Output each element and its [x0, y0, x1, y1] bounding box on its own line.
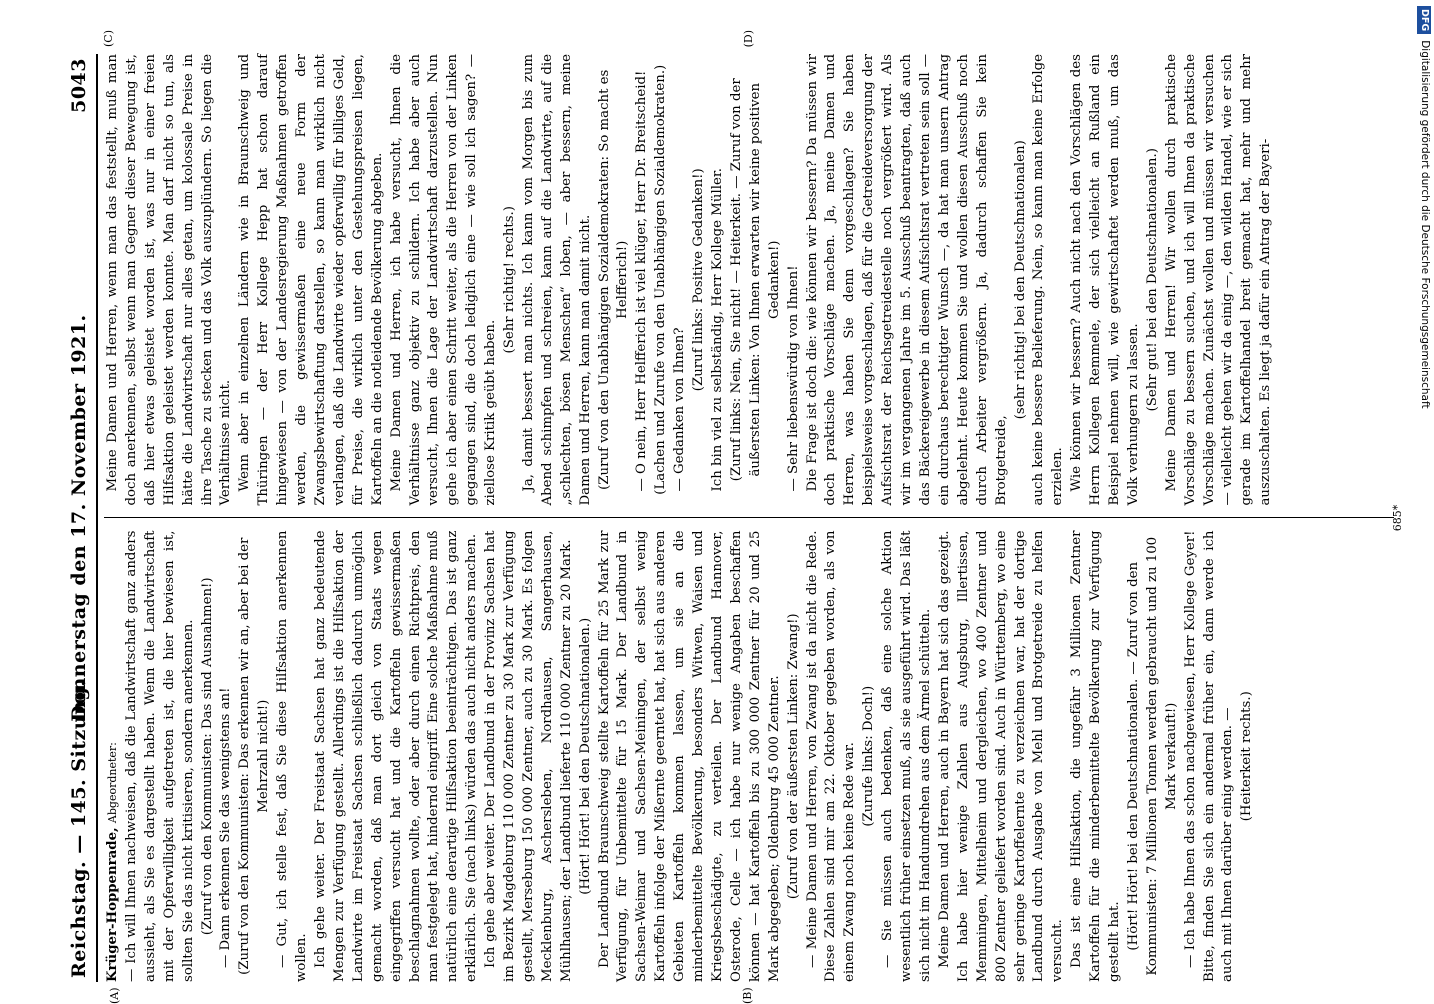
interjection: (Sehr gut! bei den Deutschnationalen.) — [1144, 148, 1160, 412]
interjection: (Sehr richtig! rechts.) — [502, 206, 518, 354]
speaker-role: Abgeordneter: — [106, 742, 119, 824]
paragraph: Meine Damen und Herren, ich habe versucht, Ihnen die Verhältnisse ganz objektiv zu schildern. Ich habe aber auch versucht, Ihnen die Lage der Landwirtschaft darzustellen. Nun gehe ich aber einen Schritt weiter, als die Herren von der Linken gegangen sind, die doch lediglich eine — wie soll ich sagen? — ziellose Kritik geübt haben. — [388, 54, 499, 506]
digitization-note-text — [1418, 6, 1432, 986]
paragraph: — Dann erkennen Sie das wenigstens an! — [218, 687, 234, 968]
interjection: (sehr richtig! bei den Deutschnationalen) — [1012, 140, 1028, 420]
paragraph: Meine Damen und Herren! Wir wollen durch praktische Vorschläge zu bessern suchen, und ich will Ihnen da praktische Vorschläge machen. Zunächst wollen und müssen wir versuchen — vielleicht gehen wir da einig —, den wilden Handel, wie er sich gerade im Kartoffelhandel breit gemacht hat, mehr und mehr auszuschalten. Es liegt ja dafür ein Antrag der Bayeri- — [1163, 54, 1274, 506]
paragraph: — Meine Damen und Herren, von Zwang ist da nicht die Rede. Diese Zahlen sind mir am 22. Oktober gegeben worden, als von einem Zwang noch keine Rede war. — [804, 530, 858, 982]
header-date: Donnerstag den 17. November 1921. — [68, 314, 90, 722]
margin-marker-d: (D) — [742, 30, 755, 48]
paragraph: Wenn aber in einzelnen Ländern wie in Braunschweig und Thüringen — der Herr Kollege Hepp hat schon darauf hingewiesen — von der Landesregierung Maßnahmen getroffen werden, die gewissermaßen eine neue Form der Zwangsbewirtschaftung darstellen, so kann man wirklich nicht verlangen, daß die Landwirte wieder opferwillig für billiges Geld, für Preise, die wirklich unter den Gestehungspreisen liegen, Kartoffeln an die notleidende Bevölkerung abgeben. — [237, 54, 385, 506]
text-columns — [104, 54, 1394, 1004]
interjection: (Zuruf von den Kommunisten: Das erkennen wir an, aber bei der Mehrzahl nicht!) — [237, 537, 272, 975]
paragraph: Meine Damen und Herren, wenn man das feststellt, muß man doch anerkennen, selbst wenn man Gegner dieser Bewegung ist, daß hier etwas geleistet worden ist, was nur in einer freien Hilfsaktion geleistet werden konnte. Man darf nicht so tun, als hätte die Landwirtschaft nur alles getan, um kolossale Preise in ihre Tasche zu stecken und das Volk auszuplündern. So liegen die Verhältnisse nicht. — [105, 54, 234, 506]
interjection: (Zuruf von den Unabhängigen Sozialdemokraten: So macht es Helfferich!) — [596, 69, 631, 490]
interjection: (Hört! Hört! bei den Deutschnationalen. — Zuruf von den Kommunisten: 7 Millionen Tonnen werden gebraucht und zu 100 Mark verkauft!) — [1125, 536, 1179, 976]
paragraph: Ich gehe aber weiter. Der Landbund in der Provinz Sachsen hat im Bezirk Magdeburg 110 000 Zentner zu 30 Mark zur Verfügung gestellt, Merseburg 150 000 Zentner, auch zu 30 Mark. Es folgen Mecklenburg, Aschersleben, Nordhausen, Sangerhausen, Mühlhausen; der Landbund lieferte 110 000 Zentner zu 20 Mark. — [483, 530, 574, 982]
paragraph: — Gut, ich stelle fest, daß Sie diese Hilfsaktion anerkennen wollen. — [275, 530, 310, 982]
speaker-line — [104, 531, 123, 983]
paragraph: Ja, damit bessert man nichts. Ich kann vom Morgen bis zum Abend schimpfen und schreien, kann auf die Landwirte, auf die „schlechten, bösen Menschen“ loben, — aber bessern, meine Damen und Herren, kann man damit nicht. — [520, 54, 593, 506]
paragraph: Wie können wir bessern? Auch nicht nach den Vorschlägen des Herrn Kollegen Remmele, der sich vielleicht an Rußland ein Beispiel nehmen will, wie gewirtschaftet werden muß, um das Volk verhungern zu lassen. — [1069, 54, 1141, 506]
interjection: (Zuruf von den Kommunisten: Das sind Ausnahmen!) — [199, 577, 215, 936]
paragraph: — Sie müssen auch bedenken, daß eine solche Aktion wesentlich früher einsetzen muß, als sie ausgeführt wird. Das läßt sich nicht im Handumdrehen aus dem Ärmel schütteln. — [880, 530, 933, 982]
column-left — [104, 519, 1394, 1004]
interjection: (Heiterkeit rechts.) — [1239, 691, 1255, 822]
margin-marker-a: (A) — [108, 987, 121, 1004]
interjection: (Hört! Hört! bei den Deutschnationalen.) — [577, 617, 593, 895]
paragraph: — Ich will Ihnen nachweisen, daß die Landwirtschaft ganz anders aussieht, als Sie es dargestellt haben. Wenn die Landwirtschaft mit der Opferwilligkeit aufgetreten ist, die hier bewiesen ist, sollten Sie das nicht kritisieren, sondern anerkennen. — [123, 530, 196, 982]
paragraph: — Sehr liebenswürdig von Ihnen! — [785, 265, 801, 492]
paragraph: — Gedanken von Ihnen? — [672, 327, 688, 492]
margin-marker-c: (C) — [102, 30, 115, 47]
paragraph: Ich gehe weiter. Der Freistaat Sachsen hat ganz bedeutende Mengen zur Verfügung gestellt. Allerdings ist die Hilfsaktion der Landwirte im Freistaat Sachsen schließlich dadurch unmöglich gemacht worden, daß man dort gleich von Staats wegen eingegriffen versucht hat und die Kartoffeln gewissermaßen beschlagnahmen wollte, oder aber durch einen Richtpreis, den man festgelegt hat, hindernd eingriff. Eine solche Maßnahme muß natürlich eine derartige Hilfsaktion beeinträchtigen. Das ist ganz erklärlich. Sie (nach links) würden das auch nicht anders machen. — [312, 530, 480, 982]
digitization-credit: Digitalisierung gefördert durch die Deutsche Forschungsgemeinschaft — [1419, 40, 1431, 409]
dfg-logo: DFG — [1417, 6, 1431, 34]
interjection: (Zurufe links: Doch!) — [861, 685, 877, 827]
footer-page-number: 685* — [1391, 504, 1404, 532]
paragraph: Das ist eine Hilfsaktion, die ungefähr 3 Millionen Zentner Kartoffeln für die minderbemittelte Bevölkerung zur Verfügung gestellt hat. — [1069, 530, 1123, 982]
margin-marker-b: (B) — [741, 987, 754, 1004]
paragraph: Ich bin viel zu selbständig, Herr Kollege Müller. — [710, 168, 725, 492]
paragraph: Die Frage ist doch die: wie können wir bessern? Da müssen wir doch praktische Vorschläge machen. Ja, meine Damen und Herren, was haben Sie denn vorgeschlagen? Sie haben beispielsweise vorgeschlagen, daß für die Getreideversorgung der Aufsichtsrat der Reichsgetreidestelle noch vergrößert wird. Als wir im vergangenen Jahre im 5. Ausschuß beantragten, daß auch das Bäckereigewerbe in diesem Aufsichtsrat vertreten sein soll — ein durchaus berechtigter Wunsch —, da hat man unsern Antrag abgelehnt. Heute kommen Sie und wollen diesen Ausschuß noch durch Arbeiter vergrößern. Ja, dadurch schaffen Sie kein Brotgetreide, — [804, 54, 1009, 506]
paragraph: — O nein, Herr Helfferich ist viel klüger, Herr Dr. Breitscheid! — [634, 70, 650, 492]
digitization-note — [1418, 6, 1432, 996]
paragraph: — Ich habe Ihnen das schon nachgewiesen, Herr Kollege Geyer! Bitte, finden Sie sich ein andermal früher ein, dann werde ich auch mit Ihnen darüber einig werden. — — [1182, 530, 1236, 982]
interjection: (Lachen und Zurufe von den Unabhängigen Sozialdemokraten.) — [653, 64, 669, 495]
paragraph: Der Landbund Braunschweig stellte Kartoffeln für 25 Mark zur Verfügung, für Unbemittelte für 15 Mark. Der Landbund in Sachsen-Weimar und Sachsen-Meiningen, der selbst wenig Kartoffeln infolge der Mißernte geerntet hat, hat sich aus anderen Gebieten Kartoffeln kommen lassen, um sie an die minderbemittelte Bevölkerung, besonders Witwen, Waisen und Kriegsbeschädigte, zu verteilen. Der Landbund Hannover, Osterode, Celle — ich habe nur wenige Angaben beschaffen können — hat Kartoffeln bis zu 300 000 Zentner für 20 und 25 Mark abgegeben; Oldenburg 45 000 Zentner. — [596, 530, 782, 982]
interjection: (Zuruf links: Positive Gedanken!) — [691, 168, 707, 392]
running-header — [62, 54, 98, 982]
interjection: (Zuruf links: Nein, Sie nicht! — Heiterkeit. — Zuruf von der äußersten Linken: Von Ihnen erwarten wir keine positiven Gedanken!) — [728, 78, 782, 482]
interjection: (Zuruf von der äußersten Linken: Zwang!) — [785, 613, 801, 900]
speaker-name: Krüger-Hoppenrade, — [105, 827, 120, 982]
paragraph: Meine Damen und Herren, auch in Bayern hat sich das gezeigt. Ich habe hier wenige Zahlen aus Augsburg, Illertissen, Memmingen, Mittelheim und dergleichen, wo 400 Zentner und 800 Zentner geliefert worden sind. Auch in Württemberg, wo eine sehr geringe Kartoffelernte zu verzeichnen war, hat der dortige Landbund durch Ausgabe von Mehl und Brotgetreide zu helfen versucht. — [936, 530, 1066, 982]
header-left: Reichstag. — 145. Sitzung. — [68, 679, 90, 978]
column-right — [104, 54, 1394, 518]
rotated-page — [62, 30, 1404, 1004]
paragraph: auch keine bessere Belieferung. Nein, so kann man keine Erfolge erzielen. — [1031, 54, 1066, 506]
header-page-number: 5043 — [68, 58, 90, 113]
